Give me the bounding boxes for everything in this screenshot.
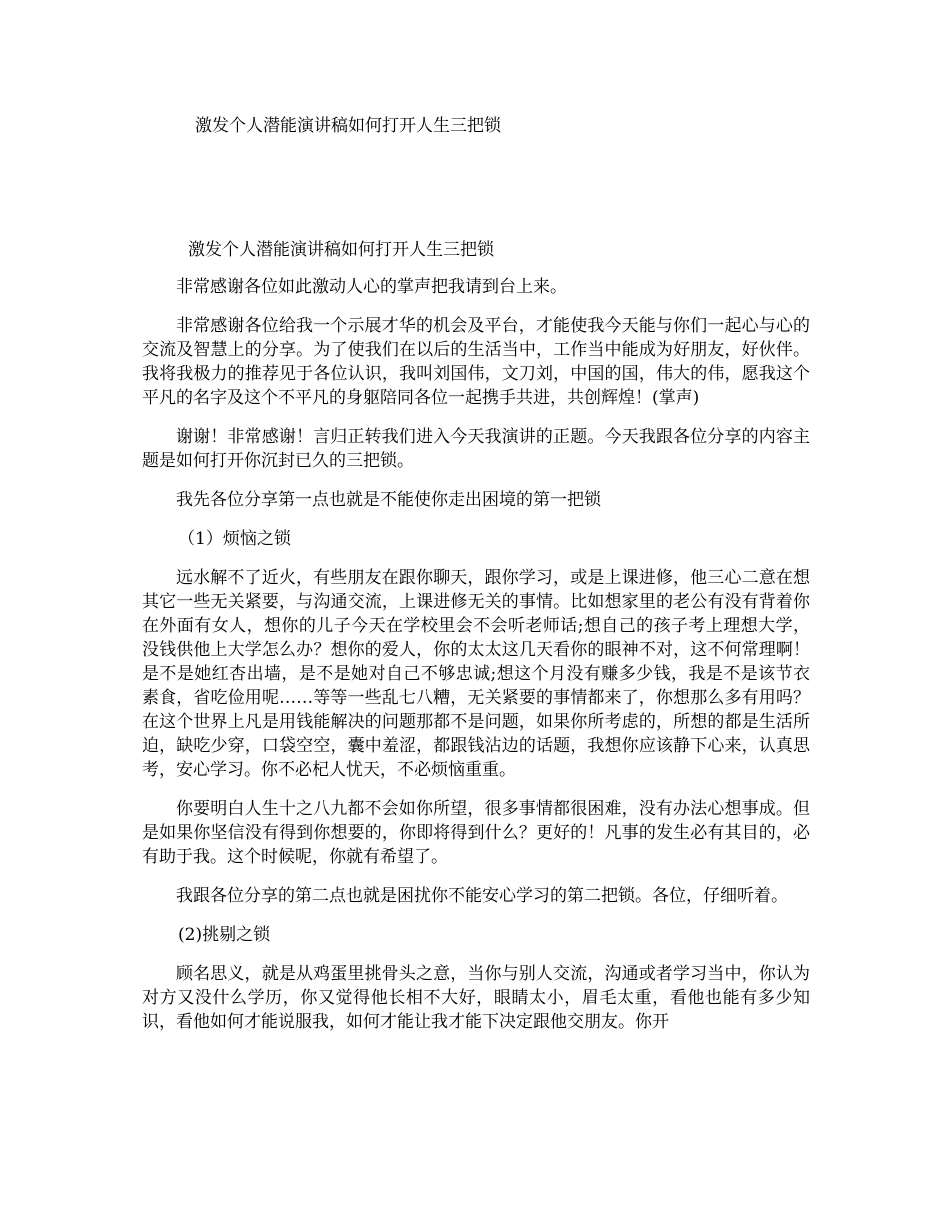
paragraph-introduction: 非常感谢各位给我一个示展才华的机会及平台，才能使我今天能与你们一起心与心的交流及智慧上的分享。为了使我们在以后的生活当中，工作当中能成为好朋友，好伙伴。我将我极力的推荐见于各位认识，我叫刘国伟，文刀刘，中国的国，伟大的伟，愿我这个平凡的名字及这个不平凡的身躯陪同各位一起携手共进，共创辉煌！(掌声) [142, 316, 810, 408]
paragraph-picky-lock-body: 顾名思义，就是从鸡蛋里挑骨头之意，当你与别人交流，沟通或者学习当中，你认为对方又没什么学历，你又觉得他长相不大好，眼睛太小，眉毛太重，看他也能有多少知识，看他如何才能说服我，如何才能让我才能下决定跟他交朋友。你开 [142, 964, 810, 1032]
paragraph-topic: 谢谢！非常感谢！言归正转我们进入今天我演讲的正题。今天我跟各位分享的内容主题是如何打开你沉封已久的三把锁。 [142, 427, 810, 471]
paragraph-worry-lock-body: 远水解不了近火，有些朋友在跟你聊天，跟你学习，或是上课进修，他三心二意在想其它一些无关紧要，与沟通交流，上课进修无关的事情。比如想家里的老公有没有背着你在外面有女人，想你的儿子今天在学校里会不会听老师话;想自己的孩子考上理想大学，没钱供他上大学怎么办？想你的爱人，你的太太这几天看你的眼神不对，这不何常理啊！是不是她红杏出墙，是不是她对自己不够忠诚;想这个月没有赚多少钱，我是不是该节衣素食，省吃俭用呢……等等一些乱七八糟，无关紧要的事情都来了，你想那么多有用吗？在这个世界上凡是用钱能解决的问题那都不是问题，如果你所考虑的，所想的都是生活所迫，缺吃少穿，口袋空空，囊中羞涩，都跟钱沾边的话题，我想你应该静下心来，认真思考，安心学习。你不必杞人忧天，不必烦恼重重。 [142, 568, 810, 780]
paragraph-hope: 你要明白人生十之八九都不会如你所望，很多事情都很困难，没有办法心想事成。但是如果你坚信没有得到你想要的，你即将得到什么？更好的！凡事的发生必有其目的，必有助于我。这个时候呢，你就有希望了。 [142, 799, 810, 867]
page-header-title: 激发个人潜能演讲稿如何打开人生三把锁 [195, 116, 501, 136]
paragraph-first-point: 我先各位分享第一点也就是不能使你走出困境的第一把锁 [176, 490, 601, 510]
document-title: 激发个人潜能演讲稿如何打开人生三把锁 [188, 240, 494, 260]
document-body [142, 238, 810, 1049]
paragraph-opening: 非常感谢各位如此激动人心的掌声把我请到台上来。 [176, 277, 567, 297]
paragraph-second-point: 我跟各位分享的第二点也就是困扰你不能安心学习的第二把锁。各位，仔细听着。 [176, 886, 788, 906]
section-heading-worry-lock: （1）烦恼之锁 [178, 529, 291, 549]
section-heading-picky-lock: (2)挑剔之锁 [178, 925, 271, 945]
